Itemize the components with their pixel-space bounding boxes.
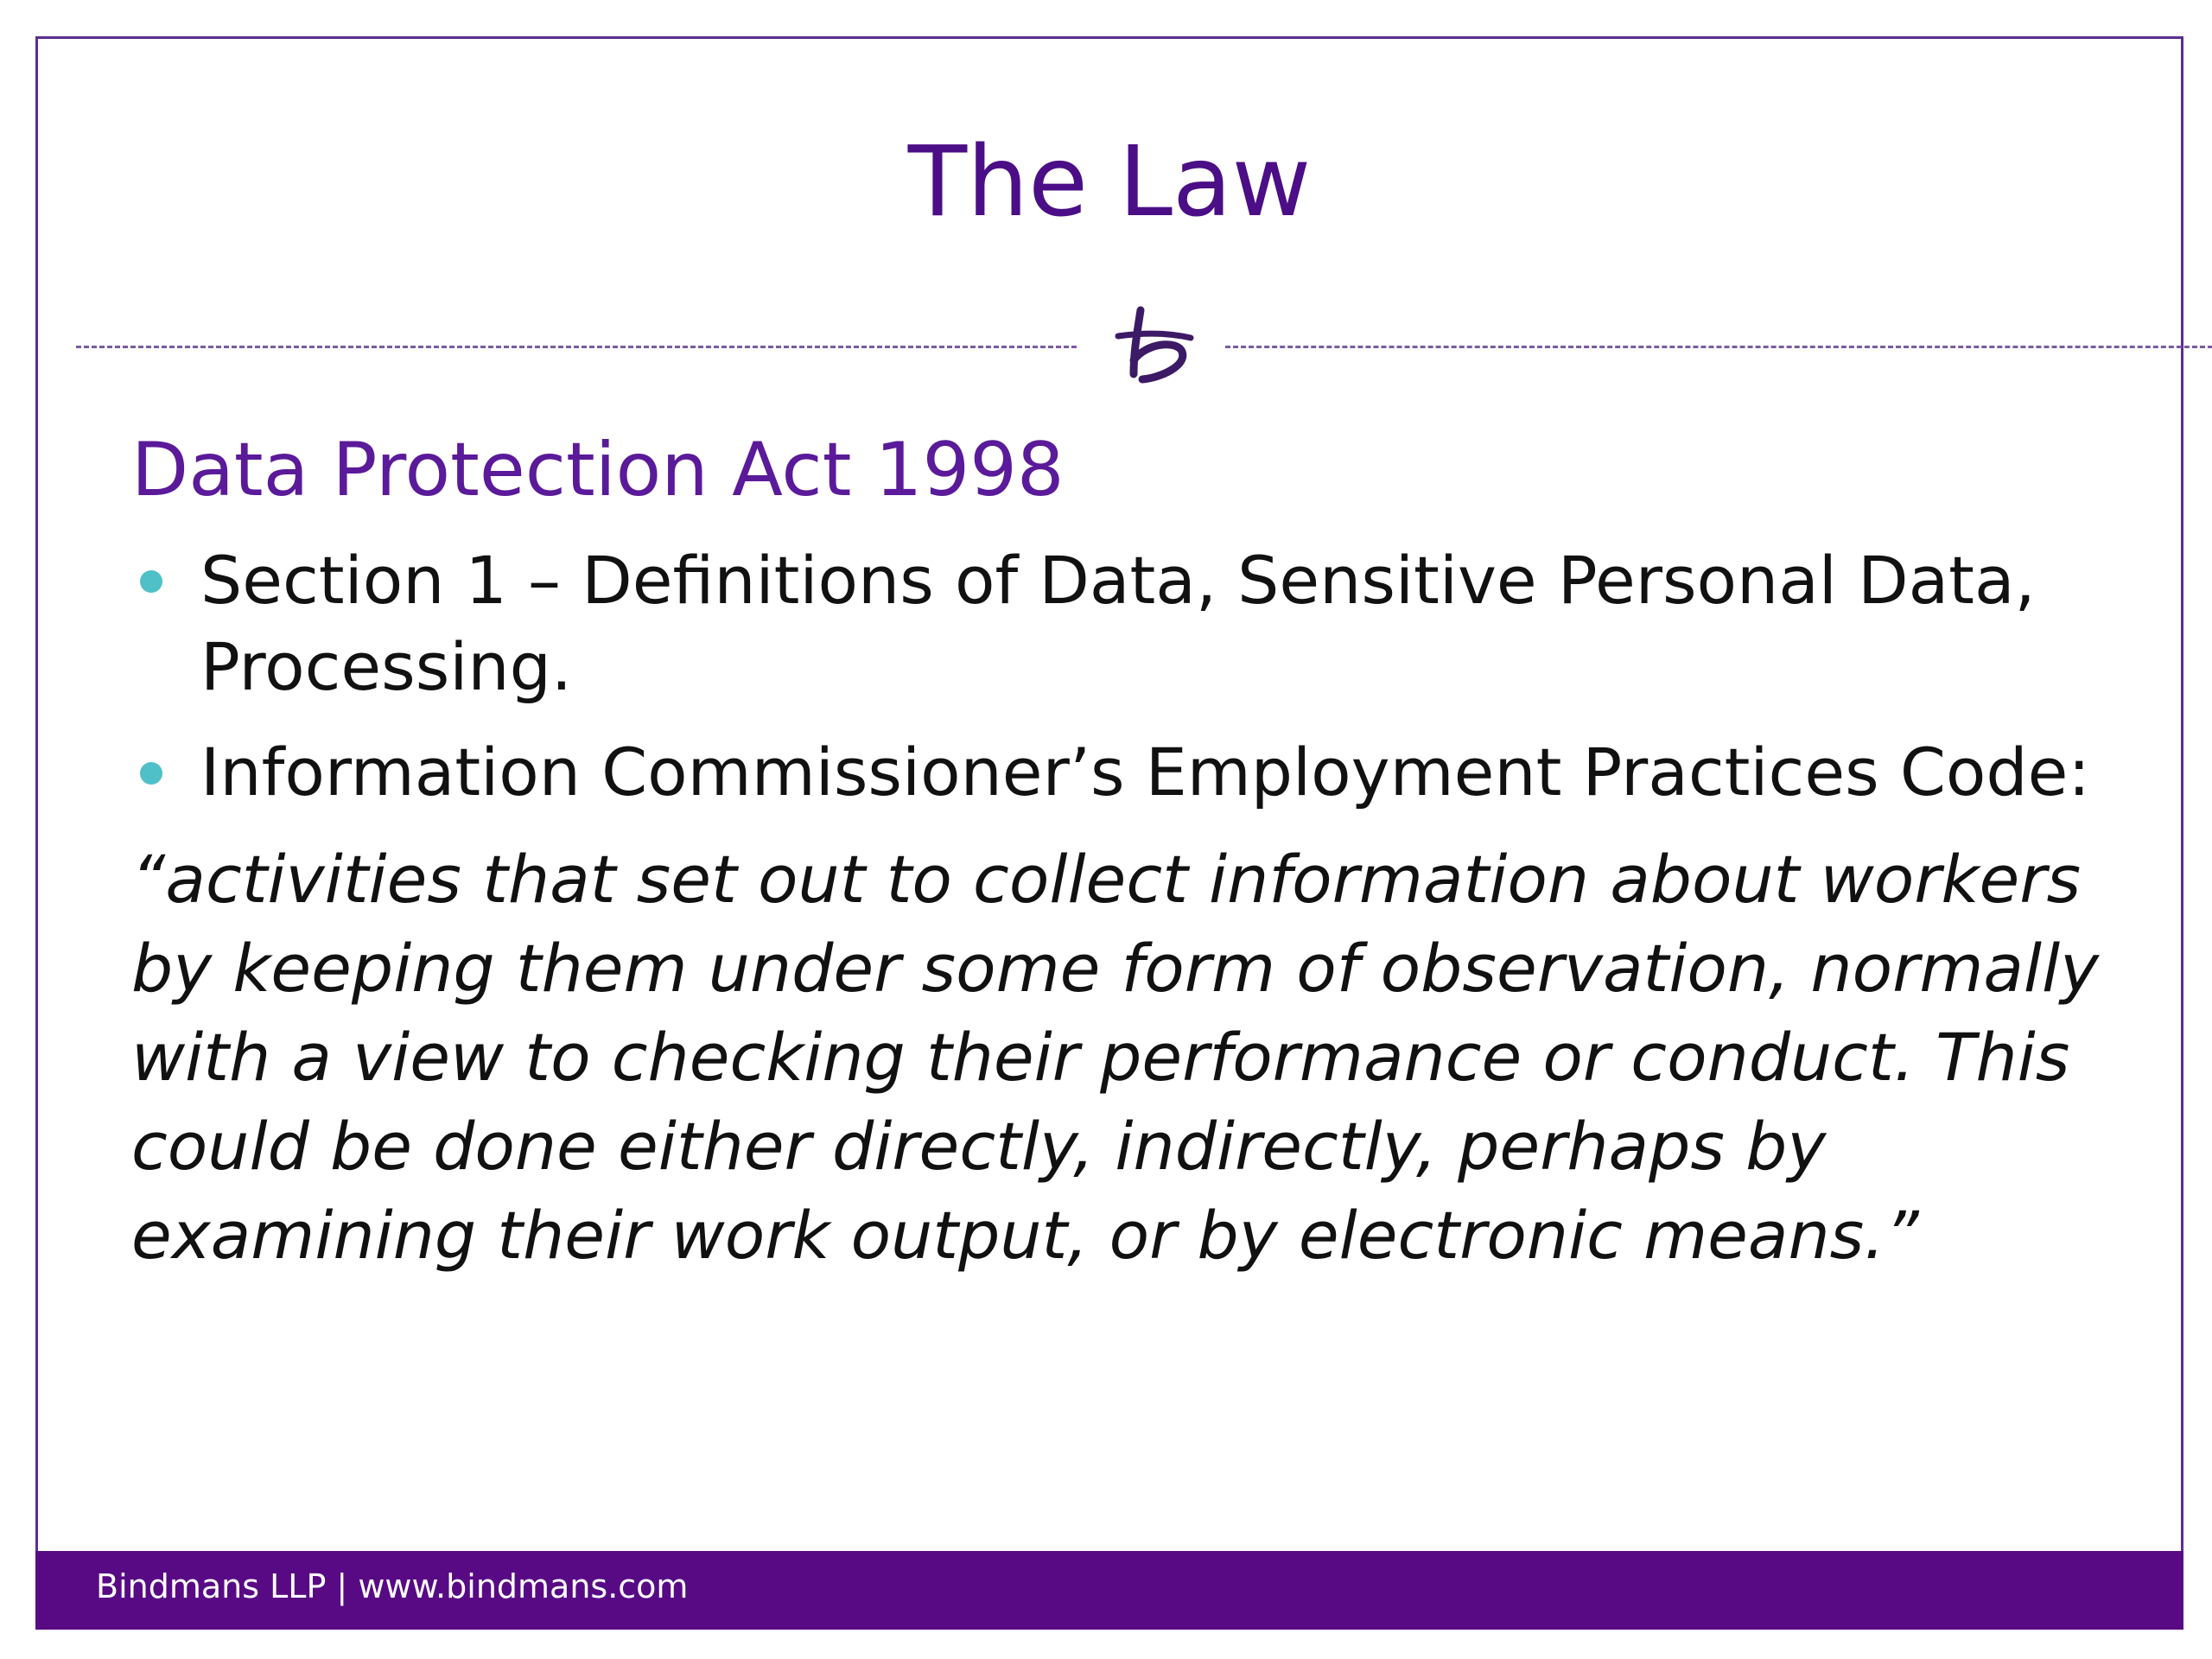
code-quote: “activities that set out to collect information about workers by keeping them under some form of observation, normally with a view to checking their performance or conduct. This could be done either directly, indirectly, perhaps by examining their work output, or by electronic means.” bbox=[131, 840, 2100, 1274]
section-heading: Data Protection Act 1998 bbox=[131, 427, 1065, 513]
bullet-text: Information Commissioner’s Employment Practices Code: bbox=[200, 733, 2091, 810]
bullet-dot-icon bbox=[140, 762, 162, 785]
divider-right bbox=[1225, 346, 2212, 348]
list-item bbox=[131, 729, 2171, 816]
bullet-list bbox=[131, 537, 2171, 816]
bindmans-b-logo-icon bbox=[1108, 298, 1203, 393]
slide-title: The Law bbox=[907, 126, 1312, 238]
list-item bbox=[131, 537, 2171, 710]
bullet-text: Section 1 – Definitions of Data, Sensitive Personal Data, Processing. bbox=[200, 541, 2036, 705]
footer-text: Bindmans LLP | www.bindmans.com bbox=[96, 1567, 689, 1605]
footer-bar bbox=[35, 1551, 2183, 1630]
slide-content bbox=[131, 428, 2171, 1280]
bullet-dot-icon bbox=[140, 570, 162, 593]
slide-frame bbox=[35, 36, 2183, 1630]
divider-left bbox=[76, 346, 1077, 348]
